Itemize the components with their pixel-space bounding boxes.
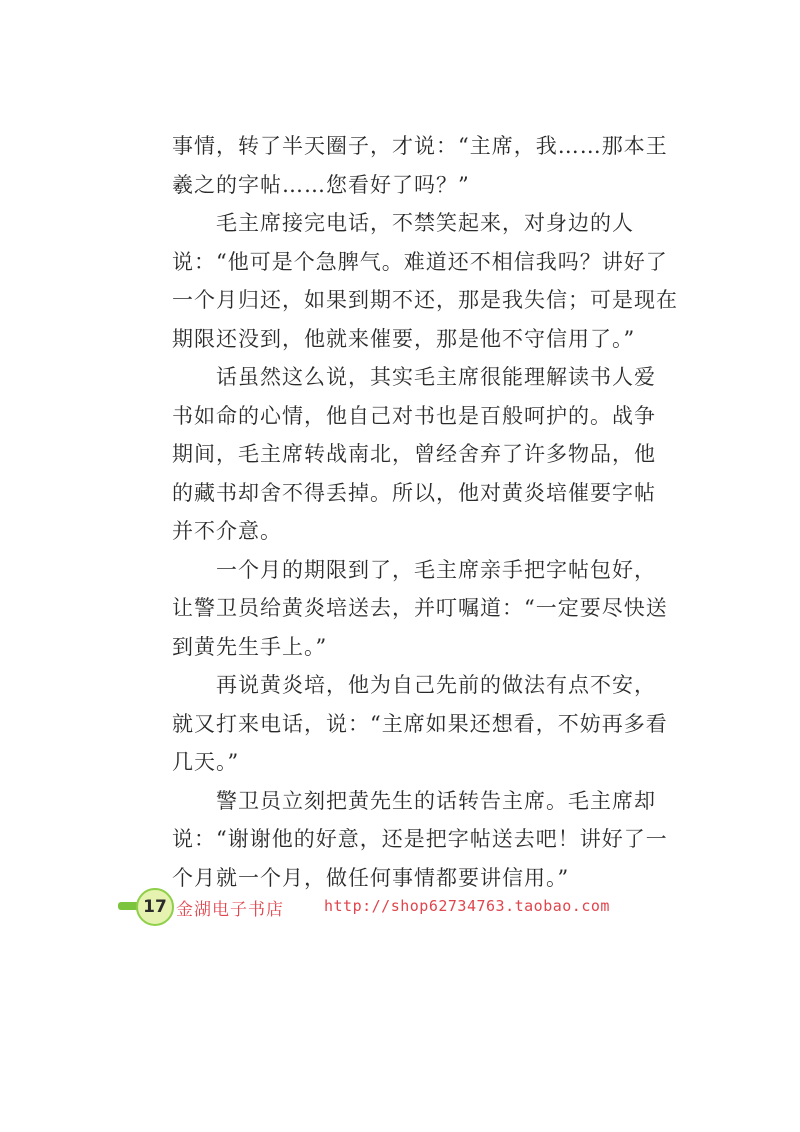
- page-footer: [118, 888, 678, 928]
- store-name: 金湖电子书店: [176, 900, 284, 920]
- text-line: 的藏书却舍不得丢掉。所以，他对黄炎培催要字帖: [172, 480, 656, 505]
- page-number-badge: 17: [136, 888, 174, 926]
- text-line: 一个月归还，如果到期不还，那是我失信；可是现在: [172, 288, 678, 312]
- text-line: 事情，转了半天圈子，才说：“主席，我……那本王: [172, 134, 668, 158]
- text-line: 说：“他可是个急脾气。难道还不相信我吗？讲好了: [172, 249, 668, 274]
- text-line: 一个月的期限到了，毛主席亲手把字帖包好，: [172, 557, 656, 582]
- text-line: 就又打来电话，说：“主席如果还想看，不妨再多看: [172, 711, 668, 736]
- text-line: 再说黄炎培，他为自己先前的做法有点不安，: [172, 673, 656, 697]
- text-line: 话虽然这么说，其实毛主席很能理解读书人爱: [172, 365, 656, 389]
- store-url: http://shop62734763.taobao.com: [324, 897, 610, 915]
- text-line: 到黄先生手上。”: [172, 634, 328, 659]
- text-line: 警卫员立刻把黄先生的话转告主席。毛主席却: [172, 788, 656, 813]
- text-line: 期间，毛主席转战南北，曾经舍弃了许多物品，他: [172, 442, 656, 466]
- text-line: 并不介意。: [172, 519, 282, 543]
- text-line: 说：“谢谢他的好意，还是把字帖送去吧！讲好了一: [172, 827, 668, 851]
- body-text: [172, 127, 678, 897]
- text-line: 毛主席接完电话，不禁笑起来，对身边的人: [172, 211, 634, 235]
- text-line: 个月就一个月，做任何事情都要讲信用。”: [172, 865, 570, 890]
- text-line: 期限还没到，他就来催要，那是他不守信用了。”: [172, 326, 636, 351]
- text-line: 让警卫员给黄炎培送去，并叮嘱道：“一定要尽快送: [172, 596, 668, 620]
- text-line: 几天。”: [172, 750, 240, 774]
- text-line: 书如命的心情，他自己对书也是百般呵护的。战争: [172, 403, 656, 428]
- text-line: 羲之的字帖……您看好了吗？”: [172, 172, 470, 197]
